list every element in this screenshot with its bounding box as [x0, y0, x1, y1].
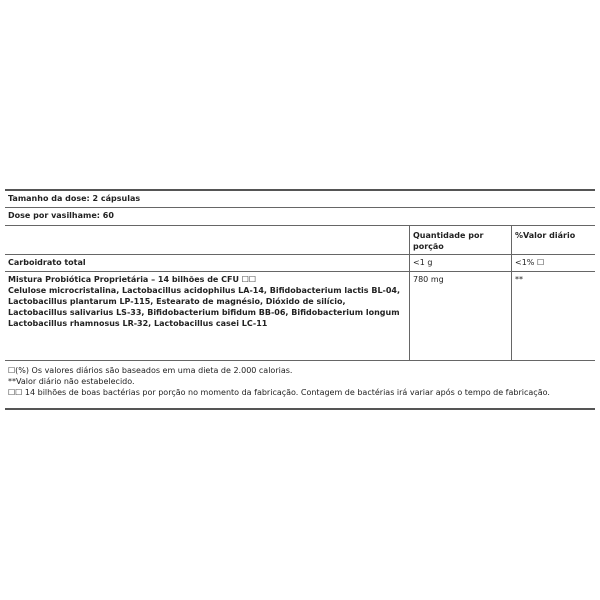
nutrient-amount: <1 g [410, 255, 512, 271]
footnote-not-established: **Valor diário não estabelecido. [8, 377, 135, 386]
amount-per-serving-header: Quantidade por porção [410, 226, 512, 254]
table-row [5, 272, 595, 361]
footnote-bacteria-count: ☐☐ 14 bilhões de boas bactérias por porção no momento da fabricação. Contagem de bactérias irá variar após o tempo de fabricação. [8, 388, 550, 397]
table-row [5, 255, 595, 272]
serving-size-row [5, 191, 595, 208]
blend-name: Mistura Probiótica Proprietária – 14 bilhões de CFU ☐☐ [8, 275, 257, 284]
servings-per-container-row [5, 208, 595, 226]
nutrient-name: Carboidrato total [5, 255, 410, 271]
blend-daily-value: ** [515, 275, 523, 284]
footnotes [5, 361, 595, 408]
blend-cell [5, 272, 410, 360]
supplement-facts-panel [5, 189, 595, 410]
header-blank [5, 226, 410, 254]
table-header-row [5, 226, 595, 255]
daily-value-header: %Valor diário [515, 231, 576, 240]
serving-size: Tamanho da dose: 2 cápsulas [8, 194, 141, 203]
footnote-daily-values: ☐(%) Os valores diários são baseados em uma dieta de 2.000 calorias. [8, 366, 293, 375]
blend-amount: 780 mg [410, 272, 512, 360]
servings-per-container: Dose por vasilhame: 60 [8, 211, 114, 220]
blend-ingredients: Celulose microcristalina, Lactobacillus acidophilus LA-14, Bifidobacterium lactis BL-04, Lactobacillus plantarum LP-115, Estearato de magnésio, Dióxido de silício, Lactobacillus salivarius LS-33, Bifidobacterium bifidum BB-06, Bifidobacterium longum Lactobacillus rhamnosus LR-32, Lactobacillus casei LC-11 [8, 286, 401, 328]
nutrient-daily-value: <1% ☐ [515, 258, 545, 267]
